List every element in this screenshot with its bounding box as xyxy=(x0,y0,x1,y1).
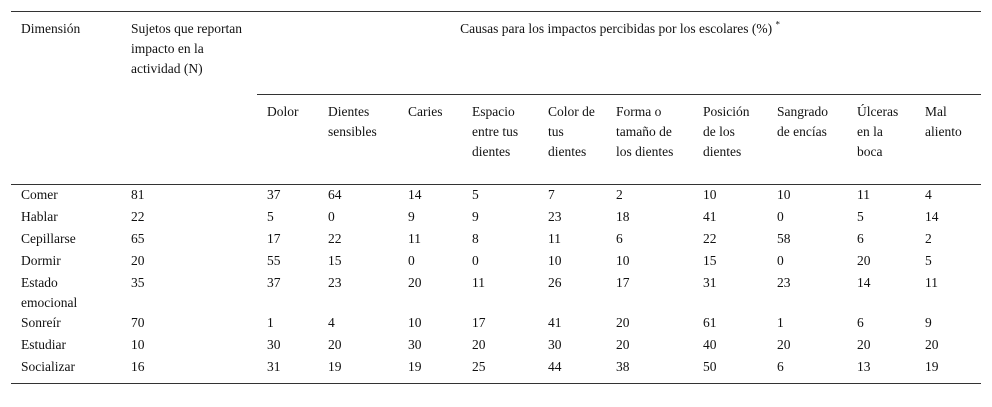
cell-value: 22 xyxy=(703,231,717,246)
cell-value: 9 xyxy=(925,315,932,330)
cell-value: 5 xyxy=(857,209,864,224)
header-cause: Sangrado de encías xyxy=(767,95,847,185)
cell-value: 9 xyxy=(408,209,415,224)
cell-value: 6 xyxy=(857,315,864,330)
cell-subjects: 10 xyxy=(131,337,145,352)
cell-value: 11 xyxy=(548,231,561,246)
cell-value: 22 xyxy=(328,231,342,246)
cell-dimension: Cepillarse xyxy=(21,231,76,246)
cell-value: 11 xyxy=(408,231,421,246)
cell-value: 31 xyxy=(257,357,318,384)
header-cause: Espacio entre tus dientes xyxy=(462,95,538,185)
cell-value: 30 xyxy=(408,337,422,352)
cell-value: 5 xyxy=(472,187,479,202)
cell-subjects: 16 xyxy=(121,357,257,384)
cell-value: 0 xyxy=(328,209,335,224)
cell-value: 13 xyxy=(847,357,915,384)
header-cause: Caries xyxy=(398,95,462,185)
table-row xyxy=(11,313,981,335)
table-row xyxy=(11,185,981,208)
header-cause: Forma o tamaño de los dientes xyxy=(606,95,693,185)
cell-value: 61 xyxy=(703,315,717,330)
cell-value: 37 xyxy=(267,187,281,202)
cell-value: 23 xyxy=(548,209,562,224)
header-cause: Mal aliento xyxy=(915,95,981,185)
cell-value: 7 xyxy=(548,187,555,202)
cell-value: 10 xyxy=(616,253,630,268)
cell-subjects: 20 xyxy=(131,253,145,268)
cell-value: 2 xyxy=(616,187,623,202)
cell-value: 30 xyxy=(548,337,562,352)
cell-value: 15 xyxy=(328,253,342,268)
cell-value: 26 xyxy=(548,275,562,290)
cell-value: 19 xyxy=(398,357,462,384)
cell-value: 2 xyxy=(925,231,932,246)
cell-dimension: Estado emocional xyxy=(21,275,78,310)
cell-value: 20 xyxy=(857,337,871,352)
cell-dimension: Dormir xyxy=(21,253,61,268)
table-row xyxy=(11,251,981,273)
cell-value: 0 xyxy=(408,253,415,268)
cell-value: 10 xyxy=(777,187,791,202)
cell-subjects: 22 xyxy=(131,209,145,224)
cell-value: 23 xyxy=(777,275,791,290)
cell-value: 0 xyxy=(777,253,784,268)
cell-value: 19 xyxy=(915,357,981,384)
cell-subjects: 70 xyxy=(131,315,145,330)
cell-value: 1 xyxy=(267,315,274,330)
cell-value: 20 xyxy=(328,337,342,352)
cell-dimension: Socializar xyxy=(11,357,121,384)
cell-value: 10 xyxy=(703,187,717,202)
cell-value: 18 xyxy=(616,209,630,224)
cell-value: 0 xyxy=(472,253,479,268)
cell-dimension: Hablar xyxy=(21,209,58,224)
cell-value: 31 xyxy=(703,275,717,290)
table-row xyxy=(11,357,981,384)
cell-value: 20 xyxy=(616,315,630,330)
cell-value: 17 xyxy=(616,275,630,290)
cell-value: 20 xyxy=(408,275,422,290)
table-row xyxy=(11,207,981,229)
cell-subjects: 81 xyxy=(131,187,145,202)
cell-value: 64 xyxy=(328,187,342,202)
cell-value: 14 xyxy=(925,209,939,224)
cell-value: 20 xyxy=(472,337,486,352)
cell-value: 37 xyxy=(267,275,281,290)
cell-value: 6 xyxy=(857,231,864,246)
cell-value: 6 xyxy=(616,231,623,246)
cell-value: 15 xyxy=(703,253,717,268)
cell-value: 55 xyxy=(267,253,281,268)
cell-value: 6 xyxy=(767,357,847,384)
cell-value: 9 xyxy=(472,209,479,224)
cell-value: 23 xyxy=(328,275,342,290)
cell-value: 20 xyxy=(925,337,939,352)
cell-dimension: Comer xyxy=(21,187,58,202)
cell-value: 17 xyxy=(267,231,281,246)
cell-value: 10 xyxy=(408,315,422,330)
cell-value: 10 xyxy=(548,253,562,268)
cell-value: 11 xyxy=(472,275,485,290)
cell-value: 14 xyxy=(857,275,871,290)
header-causes-label: Causas para los impactos percibidas por los escolares (%) xyxy=(460,21,773,36)
table-row xyxy=(11,229,981,251)
cell-value: 40 xyxy=(703,337,717,352)
header-cause: Úlceras en la boca xyxy=(847,95,915,185)
header-cause: Dientes sensibles xyxy=(318,95,398,185)
cell-value: 11 xyxy=(857,187,870,202)
cell-value: 41 xyxy=(548,315,562,330)
cell-value: 1 xyxy=(777,315,784,330)
cell-value: 5 xyxy=(925,253,932,268)
header-causes-group xyxy=(257,12,981,95)
cell-value: 38 xyxy=(606,357,693,384)
cell-value: 30 xyxy=(267,337,281,352)
cell-value: 0 xyxy=(777,209,784,224)
cell-value: 4 xyxy=(328,315,335,330)
cell-value: 58 xyxy=(777,231,791,246)
cell-value: 8 xyxy=(472,231,479,246)
cell-value: 25 xyxy=(462,357,538,384)
cell-value: 44 xyxy=(538,357,606,384)
header-cause: Posición de los dientes xyxy=(693,95,767,185)
cell-value: 20 xyxy=(777,337,791,352)
cell-value: 17 xyxy=(472,315,486,330)
cell-dimension: Estudiar xyxy=(21,337,66,352)
cell-value: 19 xyxy=(318,357,398,384)
impact-table xyxy=(11,11,981,384)
table-row xyxy=(11,273,981,313)
cell-value: 11 xyxy=(925,275,938,290)
header-cause: Dolor xyxy=(257,95,318,185)
header-dimension: Dimensión xyxy=(11,12,121,185)
cell-value: 4 xyxy=(925,187,932,202)
cell-value: 20 xyxy=(857,253,871,268)
cell-value: 5 xyxy=(267,209,274,224)
footnote-marker: * xyxy=(775,19,780,30)
table-row xyxy=(11,335,981,357)
cell-value: 20 xyxy=(616,337,630,352)
table-body xyxy=(11,185,981,384)
header-cause: Color de tus dientes xyxy=(538,95,606,185)
cell-value: 41 xyxy=(703,209,717,224)
header-subjects: Sujetos que reportan impacto en la actividad (N) xyxy=(121,12,257,185)
cell-value: 14 xyxy=(408,187,422,202)
cell-subjects: 65 xyxy=(131,231,145,246)
cell-subjects: 35 xyxy=(131,275,145,290)
cell-value: 50 xyxy=(693,357,767,384)
cell-dimension: Sonreír xyxy=(21,315,61,330)
